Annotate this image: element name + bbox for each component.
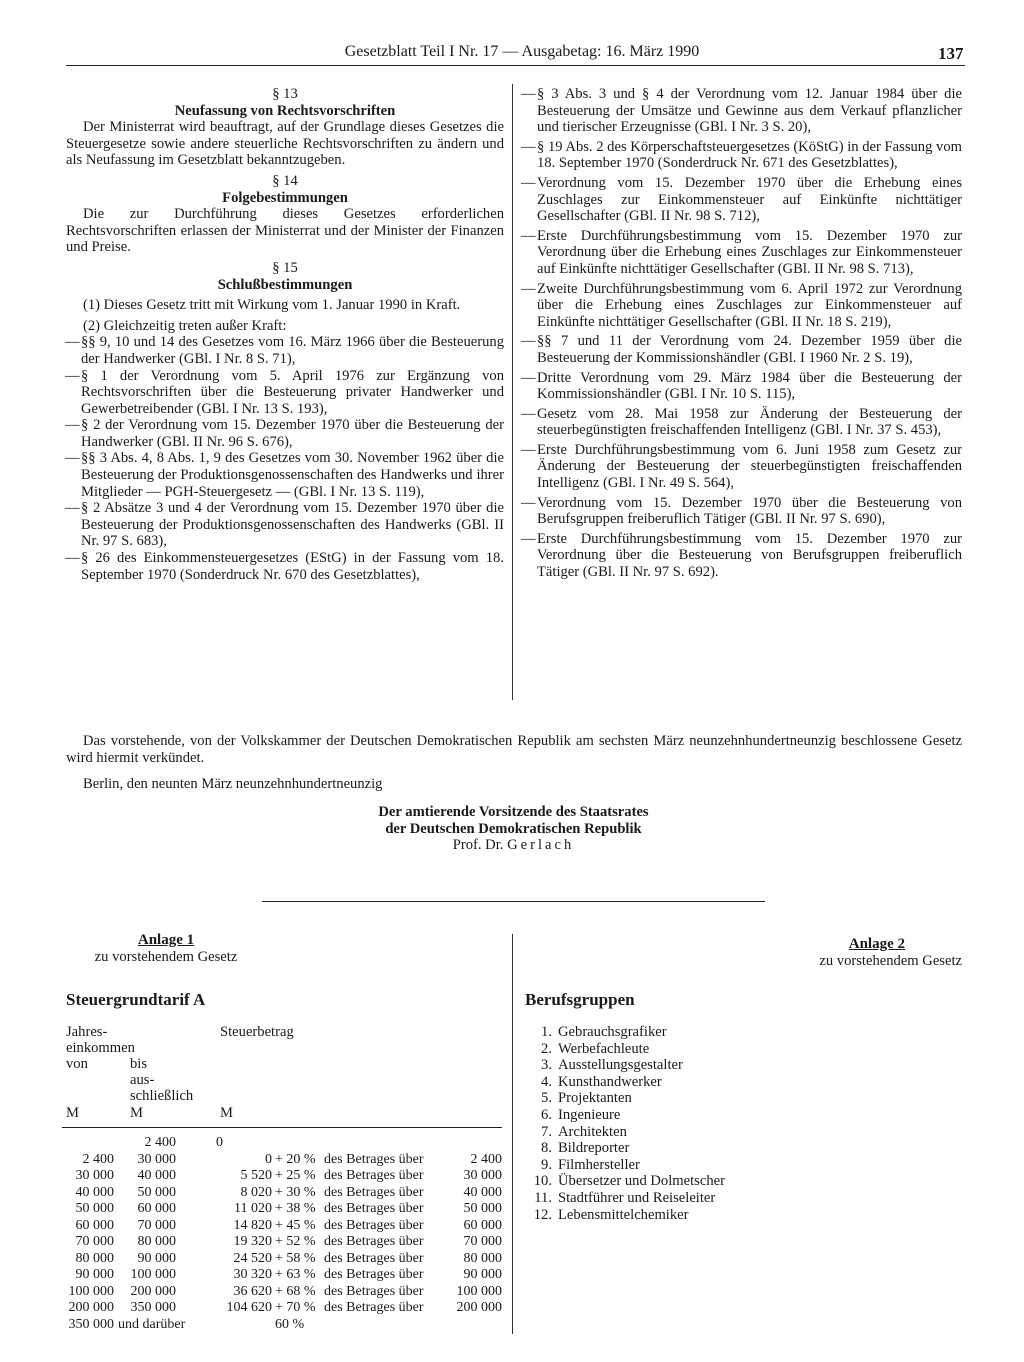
list-item: 4. Kunsthandwerker [541,1073,662,1090]
list-item: 12. Lebensmittelchemiker [533,1206,689,1223]
left-column [66,86,504,583]
list-item: — § 3 Abs. 3 und § 4 der Verordnung vom 12. Januar 1984 über die Besteuerung der Umsätze und Gewinne aus dem Verkauf pflanzlicher und tierischer Erzeugnisse (GBl. I Nr. 3 S. 20), [521,86,962,136]
list-item: — Erste Durchführungsbestimmung vom 6. Juni 1958 zum Gesetz zur Änderung der Besteuerung der steuerbegünstigten freischaffenden Intelligenz (GBl. I Nr. 49 S. 564), [521,441,962,492]
list-item: — Zweite Durchführungsbestimmung vom 6. April 1972 zur Verordnung über die Erhebung eines Zuschlages zur Einkommensteuer auf Einkünfte nichttätiger Gesellschafter (GBl. II Nr. 18 S. 219), [521,280,962,330]
anlage-1-title: Anlage 1 [137,932,195,948]
list-item: 6. Ingenieure [541,1106,621,1123]
anlage-1-header [66,932,266,965]
table-row: 60 000 70 000 14 820 + 45 % des Betrages über 60 000 [75,1217,502,1233]
section-14-text: Die zur Durchführung dieses Gesetzes erforderlichen Rechtsvorschriften erlassen der Ministerrat und der Minister der Finanzen und Preise. [66,206,504,256]
list-item: — Erste Durchführungsbestimmung vom 15. Dezember 1970 zur Verordnung über die Besteuerung von Berufsgruppen freiberuflich Tätiger (GBl. II Nr. 97 S. 692). [521,530,962,581]
right-column [522,86,962,581]
tarif-table [62,1135,502,1333]
unit-bis: M [130,1105,143,1121]
list-item: — Verordnung vom 15. Dezember 1970 über die Besteuerung von Berufsgruppen freiberuflich Tätiger (GBl. II Nr. 97 S. 690), [521,494,962,528]
signatory-name: Gerlach [507,837,575,854]
list-item: 7. Architekten [541,1123,627,1140]
list-item: 10. Übersetzer und Dolmetscher [533,1173,725,1190]
section-13-number: § 13 [272,86,298,102]
list-item: — § 19 Abs. 2 des Körperschaftsteuergesetzes (KöStG) in der Fassung vom 18. September 1970 (Sonderdruck Nr. 671 des Gesetzblattes), [521,138,962,172]
col-head-jahres: Jahres- [66,1024,108,1040]
list-item: — §§ 7 und 11 der Verordnung vom 24. Dezember 1959 über die Besteuerung der Kommissionshändler (GBl. I 1960 Nr. 2 S. 19), [521,333,962,366]
signatory-prefix: Prof. Dr. [452,837,504,854]
section-divider-rule [262,901,765,902]
promulgation-text: Das vorstehende, von der Volkskammer der Deutschen Demokratischen Republik am sechsten März neunzehnhundertneunzig beschlossene Gesetz wird hiermit verkündet. [66,733,962,766]
list-item: — Verordnung vom 15. Dezember 1970 über die Erhebung eines Zuschlages zur Einkommensteuer auf Einkünfte nichttätiger Gesellschafter (GBl. II Nr. 98 S. 712), [521,174,962,225]
col-head-schliesslich: schließlich [130,1088,194,1104]
section-15-number: § 15 [272,259,298,276]
signatory-title-2: der Deutschen Demokratischen Republik [385,820,642,837]
table-row: 100 000 200 000 36 620 + 68 % des Betrages über 100 000 [68,1283,502,1299]
col-head-steuerbetrag: Steuerbetrag [220,1024,294,1040]
section-14-number: § 14 [272,172,298,189]
col-head-von: von [66,1056,88,1072]
list-item: — § 26 des Einkommensteuergesetzes (EStG) in der Fassung vom 18. September 1970 (Sonderdruck Nr. 670 des Gesetzblattes), [65,550,504,583]
list-item: 1. Gebrauchsgrafiker [541,1024,667,1040]
list-item: — Gesetz vom 28. Mai 1958 zur Änderung der Besteuerung der steuerbegünstigten freischaffenden Intelligenz (GBl. I Nr. 37 S. 453), [521,405,962,439]
list-item: 2. Werbefachleute [541,1040,650,1057]
list-item: 3. Ausstellungsgestalter [541,1057,683,1074]
running-header: Gesetzblatt Teil I Nr. 17 — Ausgabetag: 16. März 1990 [344,43,700,60]
table-row: 70 000 80 000 19 320 + 52 % des Betrages über 70 000 [75,1234,502,1249]
table-row: 50 000 60 000 11 020 + 38 % des Betrages über 50 000 [75,1201,502,1216]
table-header-rule [62,1127,502,1128]
header-rule [66,65,965,66]
signatory-name-line [262,837,765,854]
table-row: 90 000 100 000 30 320 + 63 % des Betrages über 90 000 [75,1267,502,1282]
section-15-title: Schlußbestimmungen [217,276,353,293]
page-number: 137 [938,44,964,63]
table-row: 2 400 30 000 0 + 20 % des Betrages über 2 400 [82,1151,502,1167]
list-item: — Dritte Verordnung vom 29. März 1984 über die Besteuerung der Kommissionshändler (GBl. I Nr. 10 S. 115), [521,369,962,403]
list-item: 5. Projektanten [541,1090,632,1107]
annex-divider [512,934,513,1334]
section-15-para-2: (2) Gleichzeitig treten außer Kraft: [83,317,287,334]
table-row: 40 000 50 000 8 020 + 30 % des Betrages über 40 000 [75,1184,502,1200]
anlage-2-subtitle: zu vorstehendem Gesetz [819,952,962,969]
section-15-para-1: (1) Dieses Gesetz tritt mit Wirkung vom 1. Januar 1990 in Kraft. [83,297,461,314]
unit-steuer: M [220,1105,233,1121]
anlage-2-header [760,936,962,969]
signatory-title-1: Der amtierende Vorsitzende des Staatsrates [378,804,649,820]
list-item: 9. Filmhersteller [541,1156,640,1173]
col-head-einkommen: einkommen [66,1040,135,1056]
table-row: 2 400 0 [144,1135,223,1150]
unit-von: M [66,1105,79,1121]
table-row: 200 000 350 000 104 620 + 70 % des Betrages über 200 000 [68,1300,502,1315]
tarif-title: Steuergrundtarif A [66,990,206,1009]
list-item: 11. Stadtführer und Reiseleiter [534,1189,716,1206]
list-item: — §§ 9, 10 und 14 des Gesetzes vom 16. März 1966 über die Besteuerung der Handwerker (GBl. I Nr. 8 S. 71), [65,334,504,367]
table-row: 350 000 und darüber 60 % [68,1316,305,1332]
list-item: — Erste Durchführungsbestimmung vom 15. Dezember 1970 zur Verordnung über die Erhebung eines Zuschlages zur Einkommensteuer auf Einkünfte nichttätiger Gesellschafter (GBl. II Nr. 98 S. 713), [521,227,962,277]
col-head-bis: bis [130,1056,148,1072]
berufsgruppen-heading: Berufsgruppen [525,990,635,1009]
list-item: — § 2 Absätze 3 und 4 der Verordnung vom 15. Dezember 1970 über die Besteuerung der Produktionsgenossenschaften des Handwerks (GBl. II Nr. 97 S. 683), [65,500,504,550]
anlage-2-title: Anlage 2 [848,936,905,952]
anlage-1-subtitle: zu vorstehendem Gesetz [94,948,238,965]
list-item: — § 1 der Verordnung vom 5. April 1976 zur Ergänzung von Rechtsvorschriften über die Besteuerung privater Handwerker und Gewerbetreibender (GBl. I Nr. 13 S. 193), [65,367,504,417]
table-row: 30 000 40 000 5 520 + 25 % des Betrages über 30 000 [75,1168,502,1183]
col-head-aus: aus- [130,1072,155,1088]
table-row: 80 000 90 000 24 520 + 58 % des Betrages über 80 000 [75,1250,502,1266]
section-14-title: Folgebestimmungen [222,189,348,206]
list-item: — §§ 3 Abs. 4, 8 Abs. 1, 9 des Gesetzes vom 30. November 1962 über die Besteuerung der Produktionsgenossenschaften des Handwerks und ihrer Mitglieder — PGH-Steuergesetz — (GBl. I Nr. 13 S. 119), [65,450,504,500]
berufsgruppen-list [522,1024,822,1223]
column-divider [512,84,513,700]
repealed-list-left [66,334,504,583]
section-13-text: Der Ministerrat wird beauftragt, auf der Grundlage dieses Gesetzes die Steuergesetze sowie andere steuerliche Rechtsvorschriften zu ändern und als Neufassung im Gesetzblatt bekanntzugeben. [66,119,504,169]
section-13-title: Neufassung von Rechtsvorschriften [174,102,396,119]
signature-block [262,804,765,854]
place-date: Berlin, den neunten März neunzehnhundertneunzig [83,776,383,792]
list-item: 8. Bildreporter [541,1140,630,1157]
list-item: — § 2 der Verordnung vom 15. Dezember 1970 über die Besteuerung der Handwerker (GBl. II Nr. 96 S. 676), [65,417,504,450]
